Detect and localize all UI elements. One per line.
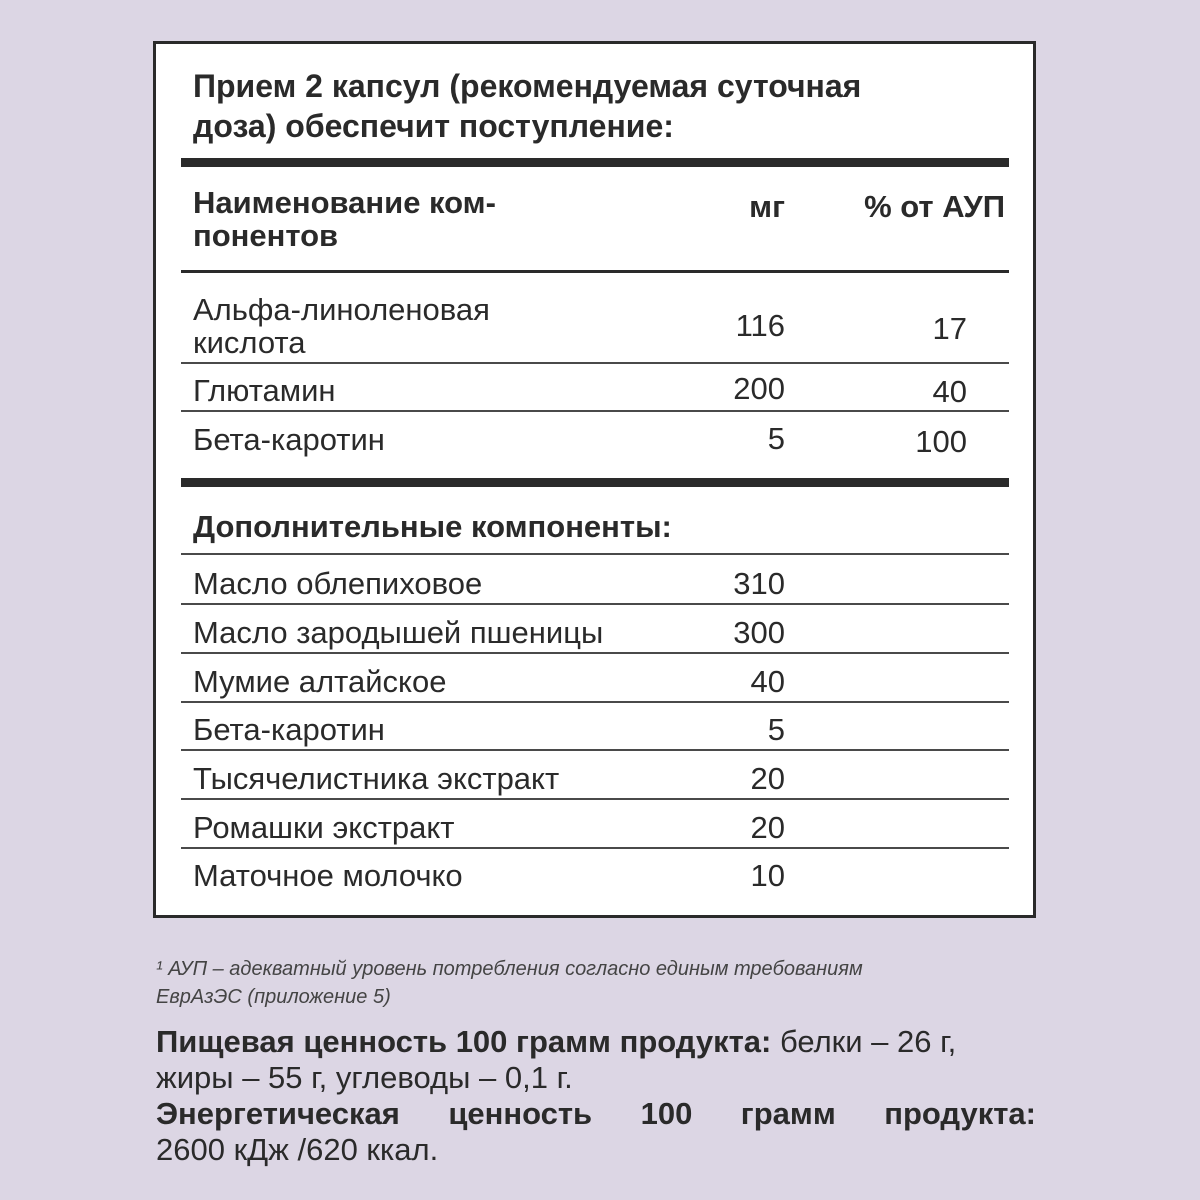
additional-row-4-mg: 5: [767, 712, 785, 747]
header-mg: мг: [749, 189, 785, 224]
nutrition-value-1: белки – 26 г,: [771, 1024, 957, 1059]
main-row-1-pct: 17: [932, 311, 967, 346]
header-pct: % от АУП: [864, 189, 1005, 224]
additional-row-6-mg: 20: [750, 810, 785, 845]
divider-row: [181, 603, 1009, 605]
main-row-1-name: Альфа-линоленовая кислота: [193, 292, 490, 360]
additional-row-3-mg: 40: [750, 664, 785, 699]
divider-row: [181, 798, 1009, 800]
additional-row-2-mg: 300: [733, 615, 785, 650]
additional-row-5-name: Тысячелистника экстракт: [193, 761, 560, 796]
additional-row-6-name: Ромашки экстракт: [193, 810, 455, 845]
header-name: Наименование ком- понентов: [193, 185, 496, 253]
divider-top: [181, 158, 1009, 167]
divider-row: [181, 410, 1009, 412]
additional-row-1-mg: 310: [733, 566, 785, 601]
main-row-1-mg: 116: [735, 308, 785, 343]
divider-row: [181, 362, 1009, 364]
divider-row: [181, 553, 1009, 555]
divider-header: [181, 270, 1009, 273]
additional-row-3-name: Мумие алтайское: [193, 664, 447, 699]
energy-label: Энергетическая ценность 100 грамм продукта:: [156, 1096, 1036, 1131]
nutrition-info: [156, 1024, 1036, 1168]
main-row-3-name: Бета-каротин: [193, 422, 385, 457]
additional-row-1-name: Масло облепиховое: [193, 566, 483, 601]
intro-line-1: Прием 2 капсул (рекомендуемая суточная: [193, 68, 862, 104]
composition-panel: [153, 41, 1036, 918]
additional-row-4-name: Бета-каротин: [193, 712, 385, 747]
intro-line-2: доза) обеспечит поступление:: [193, 108, 674, 144]
nutrition-value-2: жиры – 55 г, углеводы – 0,1 г.: [156, 1060, 573, 1095]
additional-title: Дополнительные компоненты:: [193, 509, 672, 544]
divider-row: [181, 847, 1009, 849]
divider-row: [181, 652, 1009, 654]
main-row-3-mg: 5: [767, 421, 785, 456]
divider-section: [181, 478, 1009, 487]
divider-row: [181, 749, 1009, 751]
main-row-2-pct: 40: [932, 374, 967, 409]
additional-row-7-name: Маточное молочко: [193, 858, 463, 893]
nutrition-line-1: [156, 1024, 1036, 1060]
footnote: ¹ АУП – адекватный уровень потребления согласно единым требованиям ЕврАзЭС (приложение 5): [156, 958, 863, 1008]
additional-row-2-name: Масло зародышей пшеницы: [193, 615, 604, 650]
additional-row-5-mg: 20: [750, 761, 785, 796]
main-row-3-pct: 100: [915, 424, 967, 459]
divider-row: [181, 701, 1009, 703]
main-row-2-name: Глютамин: [193, 373, 336, 408]
nutrition-label: Пищевая ценность 100 грамм продукта:: [156, 1024, 772, 1059]
additional-row-7-mg: 10: [750, 858, 785, 893]
intro-heading: [193, 66, 993, 146]
energy-value: 2600 кДж /620 ккал.: [156, 1132, 439, 1167]
main-row-2-mg: 200: [733, 371, 785, 406]
